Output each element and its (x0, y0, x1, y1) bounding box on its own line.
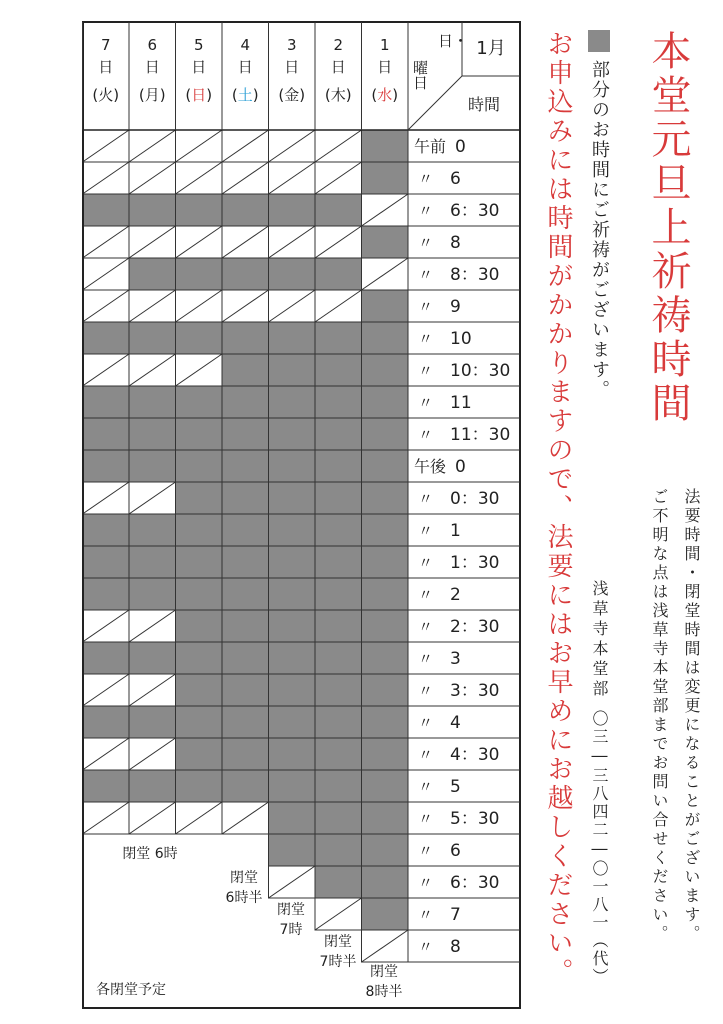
weekday-label: 曜日 (411, 60, 429, 90)
ditto-mark: 〃 (418, 778, 434, 796)
weekday-text: (土) (231, 86, 259, 104)
weekday-char: 土 (237, 86, 253, 104)
day-unit: 日 (377, 58, 393, 76)
prayer-slot-cell (315, 706, 362, 738)
ditto-mark: 〃 (418, 714, 434, 732)
time-value: 8 (450, 233, 461, 253)
time-period: 午後 (414, 457, 447, 476)
day-number: 6 (147, 36, 158, 54)
ditto-mark: 〃 (418, 202, 434, 220)
closing-label-7: 閉堂 (277, 902, 305, 918)
day-unit: 日 (191, 58, 207, 76)
weekday-text: (月) (138, 86, 166, 104)
legend-note: 部分のお時間にご祈祷がございます。 (589, 60, 610, 400)
day-number: 4 (240, 36, 251, 54)
prayer-slot-cell (315, 770, 362, 802)
prayer-slot-cell (176, 706, 223, 738)
prayer-slot-cell (222, 418, 269, 450)
time-value: 0 (455, 457, 466, 477)
prayer-slot-cell (176, 482, 223, 514)
prayer-slot-cell (315, 834, 362, 866)
prayer-slot-cell (315, 514, 362, 546)
weekday-char: 金 (284, 86, 300, 104)
prayer-slot-cell (222, 738, 269, 770)
prayer-slot-cell (315, 354, 362, 386)
ditto-mark: 〃 (418, 426, 434, 444)
time-value: 6：30 (450, 201, 500, 221)
prayer-slot-cell (222, 322, 269, 354)
prayer-slot-cell (129, 770, 176, 802)
time-period: 午前 (414, 137, 447, 156)
day-unit: 日 (284, 58, 300, 76)
prayer-slot-cell (222, 578, 269, 610)
time-value: 4 (450, 713, 461, 733)
weekday-text: (金) (278, 86, 306, 104)
prayer-slot-cell (176, 450, 223, 482)
prayer-slot-cell (269, 546, 316, 578)
ditto-mark: 〃 (418, 266, 434, 284)
prayer-slot-cell (315, 866, 362, 898)
time-value: 1：30 (450, 553, 500, 573)
prayer-slot-cell (129, 386, 176, 418)
closing-label-830: 8時半 (365, 984, 403, 1000)
ditto-mark: 〃 (418, 938, 434, 956)
prayer-slot-cell (362, 674, 409, 706)
prayer-slot-cell (315, 322, 362, 354)
prayer-slot-cell (269, 834, 316, 866)
day-unit: 日 (237, 58, 253, 76)
prayer-slot-cell (362, 514, 409, 546)
time-value: 3：30 (450, 681, 500, 701)
prayer-slot-cell (269, 642, 316, 674)
prayer-slot-cell (83, 386, 130, 418)
ditto-mark: 〃 (418, 394, 434, 412)
prayer-slot-cell (315, 194, 362, 226)
time-value: 0：30 (450, 489, 500, 509)
ditto-mark: 〃 (418, 234, 434, 252)
prayer-slot-cell (129, 418, 176, 450)
ditto-mark: 〃 (418, 330, 434, 348)
ditto-mark: 〃 (418, 490, 434, 508)
weekday-char: 日 (191, 86, 207, 104)
closing-label-630: 6時半 (225, 890, 263, 906)
prayer-slot-cell (269, 258, 316, 290)
prayer-slot-cell (176, 642, 223, 674)
prayer-slot-cell (315, 450, 362, 482)
prayer-slot-cell (176, 674, 223, 706)
weekday-text: (水) (371, 86, 399, 104)
ditto-mark: 〃 (418, 618, 434, 636)
time-value: 3 (450, 649, 461, 669)
prayer-slot-cell (222, 706, 269, 738)
day-unit: 日 (144, 58, 160, 76)
day-number: 1 (379, 36, 390, 54)
closing-label-6: 閉堂 6時 (122, 846, 178, 862)
prayer-slot-cell (129, 578, 176, 610)
prayer-slot-cell (222, 674, 269, 706)
ditto-mark: 〃 (418, 170, 434, 188)
month-label: 1月 (476, 38, 506, 59)
prayer-slot-cell (362, 898, 409, 930)
prayer-slot-cell (362, 738, 409, 770)
prayer-slot-cell (362, 290, 409, 322)
weekday-char: 水 (377, 86, 393, 104)
time-value: 0 (455, 137, 466, 157)
time-value: 8 (450, 937, 461, 957)
prayer-slot-cell (176, 738, 223, 770)
prayer-slot-cell (269, 770, 316, 802)
prayer-slot-cell (83, 578, 130, 610)
closing-label-730: 7時半 (319, 954, 357, 970)
prayer-slot-cell (269, 738, 316, 770)
time-value: 10：30 (450, 361, 511, 381)
prayer-slot-cell (222, 770, 269, 802)
prayer-slot-cell (315, 578, 362, 610)
day-number: 7 (100, 36, 111, 54)
prayer-slot-cell (315, 258, 362, 290)
prayer-slot-cell (362, 866, 409, 898)
ditto-mark: 〃 (418, 842, 434, 860)
day-label: 日・ (438, 32, 469, 50)
prayer-slot-cell (83, 706, 130, 738)
prayer-slot-cell (222, 642, 269, 674)
prayer-slot-cell (362, 546, 409, 578)
prayer-slot-cell (269, 418, 316, 450)
prayer-slot-cell (83, 322, 130, 354)
prayer-slot-cell (315, 610, 362, 642)
change-notice: 法要時間・閉堂時間は変更になることがございます。 (682, 488, 701, 944)
prayer-slot-cell (129, 194, 176, 226)
prayer-slot-cell (129, 450, 176, 482)
schedule-note: 各閉堂予定 (96, 982, 166, 998)
prayer-slot-cell (222, 386, 269, 418)
inquiry-notice: ご不明な点は浅草寺本堂部までお問い合せください。 (650, 488, 669, 944)
prayer-slot-cell (222, 354, 269, 386)
prayer-slot-cell (129, 258, 176, 290)
prayer-slot-cell (362, 770, 409, 802)
prayer-slot-cell (269, 354, 316, 386)
prayer-slot-cell (129, 546, 176, 578)
prayer-slot-cell (269, 194, 316, 226)
prayer-slot-cell (315, 546, 362, 578)
weekday-text: (木) (324, 86, 352, 104)
day-number: 2 (333, 36, 344, 54)
time-value: 6：30 (450, 873, 500, 893)
time-value: 8：30 (450, 265, 500, 285)
prayer-slot-cell (315, 482, 362, 514)
weekday-char: 火 (98, 86, 114, 104)
prayer-slot-cell (176, 386, 223, 418)
prayer-slot-cell (176, 514, 223, 546)
closing-label-630: 閉堂 (230, 870, 258, 886)
prayer-slot-cell (315, 738, 362, 770)
prayer-slot-cell (269, 706, 316, 738)
day-number: 3 (286, 36, 297, 54)
early-arrival-note: お申込みには時間がかかりますので、法要にはお早めにお越しください。 (543, 30, 573, 987)
day-number: 5 (193, 36, 204, 54)
weekday-char: 月 (144, 86, 160, 104)
weekday-text: (日) (185, 86, 213, 104)
prayer-slot-cell (83, 194, 130, 226)
prayer-slot-cell (362, 354, 409, 386)
prayer-slot-cell (222, 482, 269, 514)
prayer-slot-cell (362, 578, 409, 610)
ditto-mark: 〃 (418, 682, 434, 700)
prayer-slot-cell (362, 322, 409, 354)
ditto-mark: 〃 (418, 906, 434, 924)
ditto-mark: 〃 (418, 522, 434, 540)
prayer-slot-cell (83, 642, 130, 674)
prayer-slot-cell (176, 322, 223, 354)
day-unit: 日 (98, 58, 114, 76)
prayer-slot-cell (129, 642, 176, 674)
time-header-label: 時間 (467, 95, 501, 114)
closing-label-830: 閉堂 (370, 964, 398, 980)
time-value: 11：30 (450, 425, 511, 445)
prayer-slot-cell (269, 578, 316, 610)
time-value: 2：30 (450, 617, 500, 637)
prayer-slot-cell (269, 482, 316, 514)
weekday-char: 木 (330, 86, 346, 104)
prayer-slot-cell (315, 642, 362, 674)
ditto-mark: 〃 (418, 554, 434, 572)
prayer-slot-cell (269, 674, 316, 706)
prayer-slot-cell (362, 162, 409, 194)
prayer-slot-cell (176, 546, 223, 578)
prayer-slot-cell (362, 418, 409, 450)
prayer-slot-cell (269, 610, 316, 642)
ditto-mark: 〃 (418, 650, 434, 668)
ditto-mark: 〃 (418, 298, 434, 316)
time-value: 4：30 (450, 745, 500, 765)
time-value: 2 (450, 585, 461, 605)
prayer-slot-cell (269, 802, 316, 834)
prayer-slot-cell (129, 706, 176, 738)
ditto-mark: 〃 (418, 746, 434, 764)
prayer-slot-cell (362, 610, 409, 642)
prayer-slot-cell (176, 578, 223, 610)
prayer-slot-cell (362, 226, 409, 258)
prayer-slot-cell (362, 450, 409, 482)
time-value: 7 (450, 905, 461, 925)
prayer-slot-cell (129, 514, 176, 546)
closing-label-7: 7時 (279, 922, 303, 938)
prayer-slot-cell (176, 418, 223, 450)
prayer-slot-cell (269, 514, 316, 546)
prayer-slot-cell (222, 258, 269, 290)
prayer-slot-cell (362, 482, 409, 514)
prayer-slot-cell (83, 770, 130, 802)
prayer-slot-cell (176, 770, 223, 802)
prayer-slot-cell (269, 450, 316, 482)
time-value: 5 (450, 777, 461, 797)
column-headers (92, 32, 505, 114)
schedule-cells (83, 130, 409, 962)
prayer-slot-cell (129, 322, 176, 354)
prayer-slot-cell (362, 706, 409, 738)
prayer-slot-cell (83, 514, 130, 546)
prayer-slot-cell (315, 802, 362, 834)
prayer-slot-cell (315, 386, 362, 418)
prayer-slot-cell (83, 546, 130, 578)
weekday-text: (火) (92, 86, 120, 104)
time-value: 9 (450, 297, 461, 317)
prayer-slot-cell (362, 386, 409, 418)
prayer-slot-cell (269, 322, 316, 354)
closing-label-730: 閉堂 (324, 934, 352, 950)
day-unit: 日 (330, 58, 346, 76)
time-value: 11 (450, 393, 472, 413)
ditto-mark: 〃 (418, 586, 434, 604)
prayer-slot-cell (269, 386, 316, 418)
prayer-slot-cell (83, 450, 130, 482)
prayer-slot-cell (222, 610, 269, 642)
prayer-slot-cell (315, 674, 362, 706)
prayer-slot-cell (362, 834, 409, 866)
prayer-slot-cell (83, 418, 130, 450)
prayer-slot-cell (362, 802, 409, 834)
time-value: 6 (450, 169, 461, 189)
ditto-mark: 〃 (418, 362, 434, 380)
ditto-mark: 〃 (418, 810, 434, 828)
prayer-slot-cell (315, 418, 362, 450)
prayer-slot-cell (176, 194, 223, 226)
prayer-slot-cell (222, 450, 269, 482)
contact-phone: 〇三―三八四二―〇一八一（代） (590, 710, 609, 986)
prayer-slot-cell (222, 546, 269, 578)
prayer-slot-cell (222, 194, 269, 226)
prayer-slot-cell (176, 258, 223, 290)
main-title: 本堂元旦上祈祷時間 (645, 30, 691, 426)
ditto-mark: 〃 (418, 874, 434, 892)
time-value: 5：30 (450, 809, 500, 829)
prayer-slot-cell (362, 130, 409, 162)
contact-organization: 浅草寺本堂部 (590, 580, 609, 700)
prayer-slot-cell (362, 642, 409, 674)
prayer-slot-cell (222, 514, 269, 546)
prayer-slot-cell (176, 610, 223, 642)
time-value: 1 (450, 521, 461, 541)
time-value: 10 (450, 329, 472, 349)
time-value: 6 (450, 841, 461, 861)
